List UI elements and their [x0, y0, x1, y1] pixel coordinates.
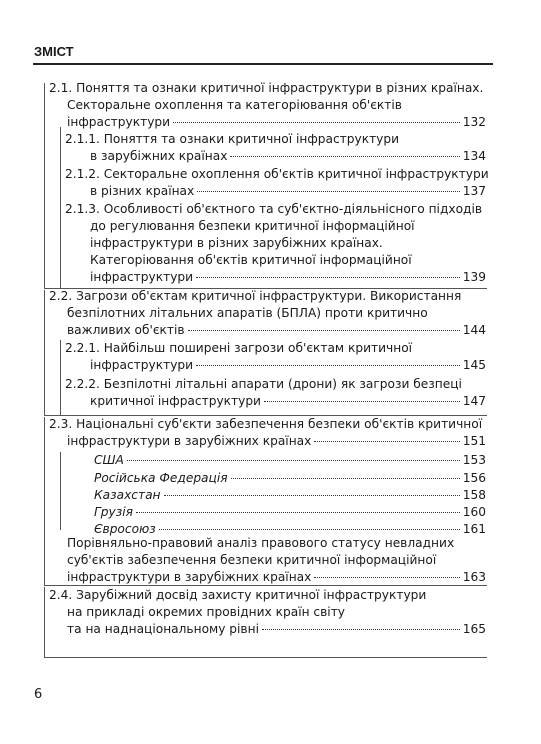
toc-entry-line: важливих об'єктів — [67, 323, 185, 337]
page-ref: 163 — [462, 570, 486, 584]
page-ref: 137 — [462, 184, 486, 198]
bracket-line — [44, 83, 45, 288]
page-number: 6 — [34, 687, 43, 702]
toc-entry-line: Грузія — [94, 505, 133, 519]
toc-entry-line: 2.1.2. Секторальне охоплення об'єктів критичної інфраструктури — [65, 167, 489, 181]
toc-entry-line: та на наднаціональному рівні — [67, 622, 259, 636]
toc-entry-line: до регулювання безпеки критичної інформаційної — [90, 219, 415, 233]
toc-entry-line: Казахстан — [94, 488, 161, 502]
dot-leader — [262, 629, 460, 630]
toc-entry-country[interactable] — [94, 470, 486, 487]
header-rule — [33, 63, 493, 65]
page-ref: 132 — [462, 115, 486, 129]
page-ref: 161 — [462, 522, 486, 536]
toc-entry-country[interactable] — [94, 452, 486, 469]
toc-entry-line: Категоріювання об'єктів критичної інформаційної — [90, 253, 412, 267]
toc-entry-line: в різних країнах — [90, 184, 195, 198]
toc-entry[interactable] — [67, 535, 486, 586]
bracket-line — [44, 657, 487, 658]
bracket-line — [60, 340, 61, 415]
dot-leader — [188, 330, 460, 331]
dot-leader — [264, 401, 460, 402]
bracket-line — [44, 417, 45, 585]
dot-leader — [196, 365, 460, 366]
page-ref: 153 — [462, 453, 486, 467]
toc-entry[interactable] — [65, 340, 486, 374]
toc-entry-line: критичної інфраструктури — [90, 394, 261, 408]
page-ref: 165 — [462, 622, 486, 636]
page-ref: 144 — [462, 323, 486, 337]
toc-entry-line: 2.1. Поняття та ознаки критичної інфраструктури в різних країнах. — [49, 81, 484, 95]
toc-entry[interactable] — [65, 166, 489, 200]
toc-entry-line: США — [94, 453, 124, 467]
toc-entry-country[interactable] — [94, 487, 486, 504]
page-ref: 156 — [462, 471, 486, 485]
toc-entry-line: інфраструктури в зарубіжних країнах — [67, 434, 312, 448]
toc-entry[interactable] — [49, 80, 486, 131]
bracket-line — [44, 587, 45, 657]
page-ref: 139 — [462, 270, 486, 284]
dot-leader — [164, 495, 460, 496]
toc-entry[interactable] — [65, 376, 486, 410]
dot-leader — [127, 460, 460, 461]
dot-leader — [231, 478, 460, 479]
toc-entry[interactable] — [49, 416, 486, 450]
dot-leader — [173, 122, 460, 123]
bracket-line — [44, 290, 45, 415]
toc-entry-line: Російська Федерація — [94, 471, 228, 485]
toc-entry-line: 2.1.1. Поняття та ознаки критичної інфраструктури — [65, 132, 400, 146]
dot-leader — [197, 191, 459, 192]
page-title: ЗМІСТ — [34, 44, 74, 59]
toc-entry-country[interactable] — [94, 504, 486, 521]
toc-entry-line: інфраструктури — [67, 115, 171, 129]
toc-entry-line: інфраструктури в різних зарубіжних країнах. — [90, 236, 383, 250]
toc-entry-line: Євросоюз — [94, 522, 156, 536]
dot-leader — [230, 156, 459, 157]
toc-entry-line: Порівняльно-правовий аналіз правового статусу невладних — [67, 536, 455, 550]
toc-entry[interactable] — [49, 288, 486, 339]
dot-leader — [314, 577, 459, 578]
toc-entry-line: інфраструктури — [90, 270, 194, 284]
bracket-line — [60, 127, 61, 288]
toc-entry-line: в зарубіжних країнах — [90, 149, 228, 163]
page-ref: 134 — [462, 149, 486, 163]
toc-entry[interactable] — [65, 201, 486, 286]
dot-leader — [196, 277, 460, 278]
toc-entry-line: суб'єктів забезпечення безпеки критичної інформаційної — [67, 553, 437, 567]
bracket-line — [60, 452, 61, 530]
toc-entry-line: 2.3. Національні суб'єкти забезпечення безпеки об'єктів критичної — [49, 417, 483, 431]
toc-entry-line: 2.2. Загрози об'єктам критичної інфраструктури. Використання — [49, 289, 462, 303]
toc-entry-line: 2.2.1. Найбільш поширені загрози об'єктам критичної — [65, 341, 413, 355]
page-ref: 158 — [462, 488, 486, 502]
toc-entry[interactable] — [65, 131, 486, 165]
page-ref: 147 — [462, 394, 486, 408]
dot-leader — [314, 441, 459, 442]
toc-entry-line: 2.2.2. Безпілотні літальні апарати (дрони) як загрози безпеці — [65, 377, 462, 391]
toc-entry-line: на прикладі окремих провідних країн світу — [67, 605, 346, 619]
toc-entry[interactable] — [49, 587, 486, 638]
dot-leader — [136, 512, 460, 513]
page-ref: 151 — [462, 434, 486, 448]
page-ref: 145 — [462, 358, 486, 372]
toc-entry-line: 2.4. Зарубіжний досвід захисту критичної інфраструктури — [49, 588, 427, 602]
toc-entry-line: інфраструктури — [90, 358, 194, 372]
toc-entry-line: Секторальне охоплення та категоріювання об'єктів — [67, 98, 402, 112]
page-ref: 160 — [462, 505, 486, 519]
toc-entry-line: інфраструктури в зарубіжних країнах — [67, 570, 312, 584]
toc-entry-line: 2.1.3. Особливості об'єктного та суб'єктно-діяльнісного підходів — [65, 202, 483, 216]
dot-leader — [159, 529, 460, 530]
toc-entry-line: безпілотних літальних апаратів (БПЛА) проти критично — [67, 306, 428, 320]
